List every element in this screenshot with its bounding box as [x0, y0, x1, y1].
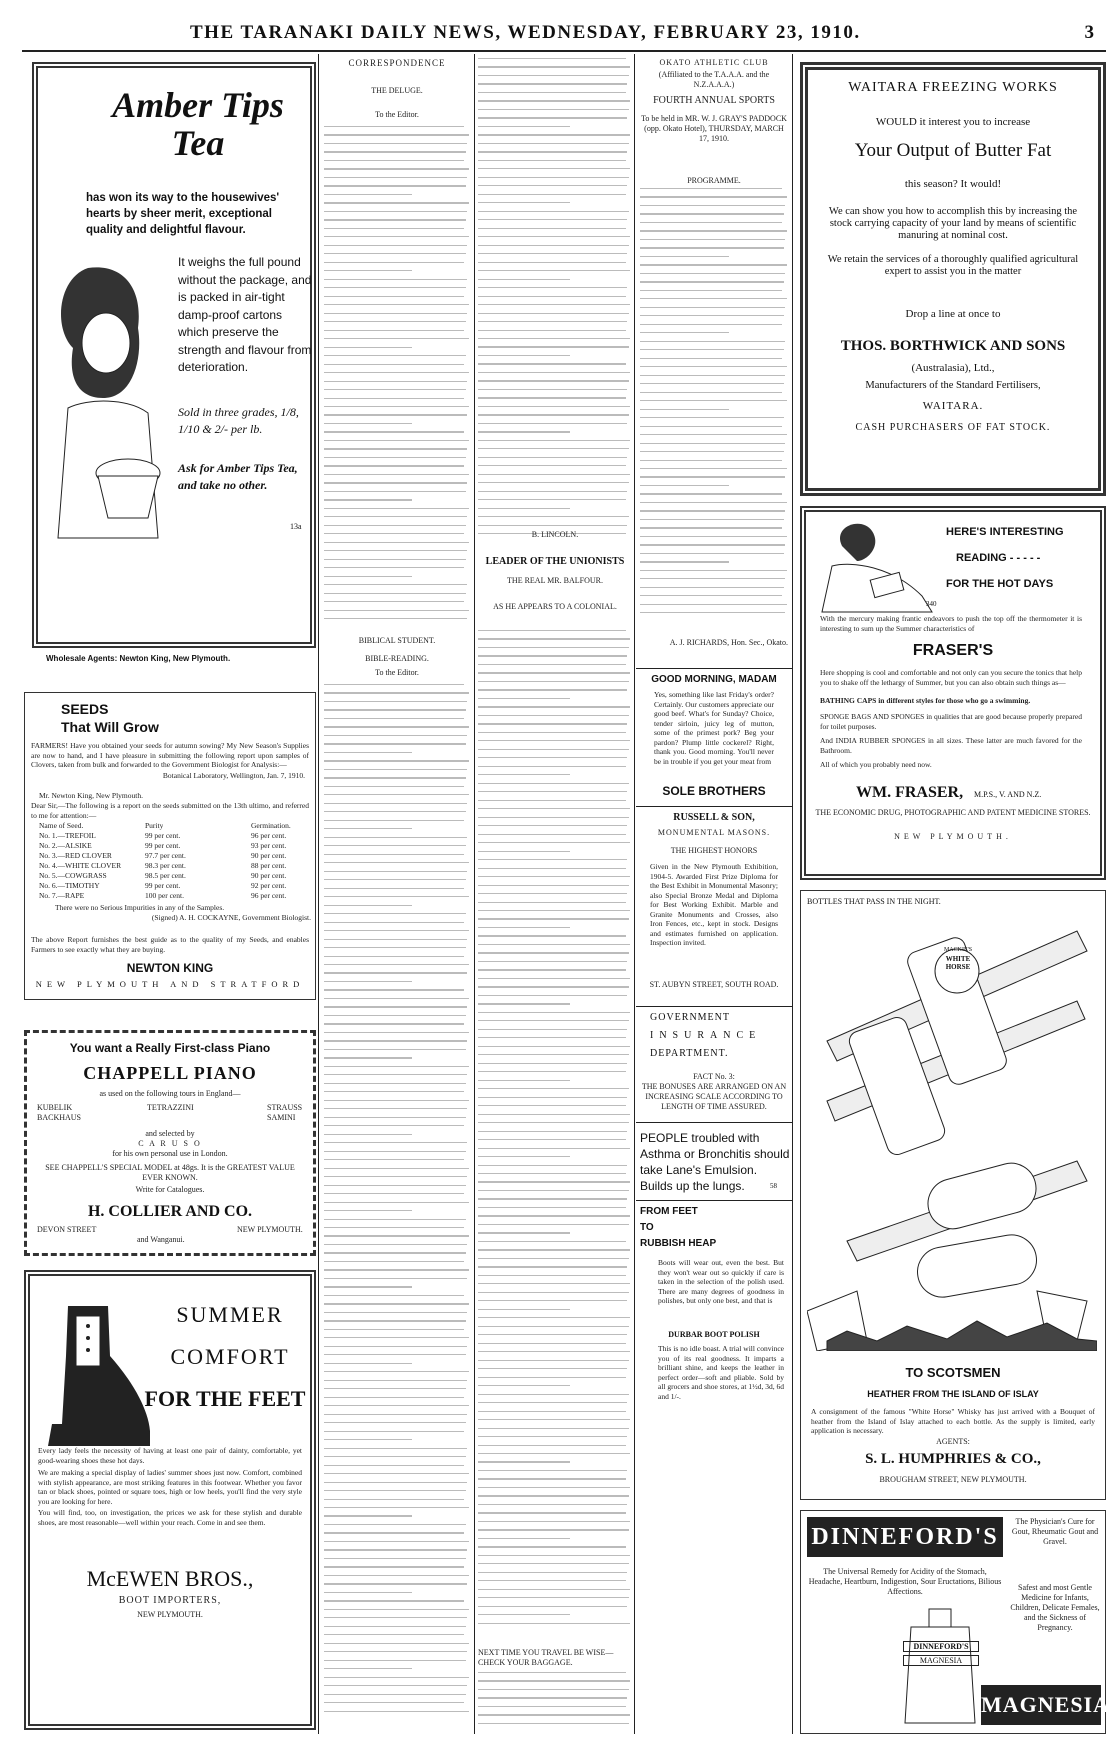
- amber-body: It weighs the full pound without the package, and is packed in air-tight damp-proof cartons which preserve the strength and flavour from deterioration.: [178, 255, 312, 374]
- waitara-season: this season? It would!: [904, 178, 1002, 190]
- table-cell: 98.3 per cent.: [145, 861, 186, 870]
- summer-p2: We are making a special display of ladies' summer shoes just now. Comfort, combined with stylish appearance, are most striking features in this footwear. Whether you favor tan or black shoes, pointed or square toes, high or low heels, you'll find the very style you are looking for here.: [38, 1468, 302, 1506]
- seeds-table: [31, 831, 311, 901]
- govt-line1: GOVERNMENT: [650, 1012, 730, 1023]
- table-cell: No. 5.—COWGRASS: [39, 871, 107, 880]
- amber-ask: Ask for Amber Tips Tea, and take no other.: [178, 461, 298, 492]
- amber-agents: Wholesale Agents: Newton King, New Plymouth.: [46, 654, 231, 663]
- fraser-firm: WM. FRASER,: [856, 784, 964, 801]
- okato-venue: To be held in MR. W. J. GRAY'S PADDOCK (opp. Okato Hotel), THURSDAY, MARCH 17, 1910.: [641, 114, 787, 143]
- dinnefords-bottle-label: DINNEFORD'S: [903, 1641, 979, 1652]
- waitara-firm: THOS. BORTHWICK AND SONS: [840, 338, 1066, 354]
- summer-firm: McEWEN BROS.,: [86, 1566, 254, 1591]
- letter-signature: B. LINCOLN.: [531, 530, 579, 539]
- table-cell: 90 per cent.: [251, 871, 287, 880]
- rubbish-h2: TO: [640, 1222, 654, 1233]
- table-cell: 90 per cent.: [251, 851, 287, 860]
- dinnefords-physician: The Physician's Cure for Gout, Rheumatic Gout and Gravel.: [1011, 1517, 1099, 1546]
- table-cell: No. 2.—ALSIKE: [39, 841, 92, 850]
- table-cell: 99 per cent.: [145, 881, 181, 890]
- seeds-subtitle: That Will Grow: [61, 719, 159, 735]
- piano-name: STRAUSS: [267, 1103, 303, 1112]
- table-cell: 96 per cent.: [251, 831, 287, 840]
- letter-signature: BIBLICAL STUDENT.: [358, 636, 436, 645]
- table-row: [31, 851, 311, 861]
- rubbish-h3: RUBBISH HEAP: [640, 1238, 717, 1249]
- deluge-heading: THE DELUGE.: [371, 86, 423, 95]
- fraser-bathing: BATHING CAPS in different styles for those who go a swimming.: [820, 696, 1031, 705]
- piano-firm: H. COLLIER AND CO.: [87, 1203, 253, 1220]
- scotsmen-sub: HEATHER FROM THE ISLAND OF ISLAY: [867, 1389, 1039, 1399]
- table-cell: No. 7.—RAPE: [39, 891, 85, 900]
- column-rule: [474, 54, 475, 1734]
- table-cell: No. 3.—RED CLOVER: [39, 851, 112, 860]
- table-cell: 92 per cent.: [251, 881, 287, 890]
- table-cell: 97.7 per cent.: [145, 851, 186, 860]
- govt-bonus: THE BONUSES ARE ARRANGED ON AN INCREASING SCALE ACCORDING TO LENGTH OF TIME ASSURED.: [641, 1082, 787, 1111]
- summer-line3: FOR THE FEET: [144, 1386, 306, 1411]
- fraser-h3: FOR THE HOT DAYS: [946, 578, 1054, 590]
- fraser-india: And INDIA RUBBER SPONGES in all sizes. These latter are much favored for the Bathroom.: [820, 736, 1082, 755]
- piano-name: BACKHAUS: [37, 1113, 82, 1122]
- okato-club: OKATO ATHLETIC CLUB: [659, 58, 769, 67]
- fraser-name: FRASER'S: [912, 642, 994, 659]
- waitara-big: Your Output of Butter Fat: [854, 140, 1052, 161]
- summer-trade: BOOT IMPORTERS,: [118, 1595, 222, 1606]
- column-rule: [792, 54, 793, 1734]
- summer-town: NEW PLYMOUTH.: [137, 1610, 203, 1619]
- seeds-impurities: There were no Serious Impurities in any of the Samples.: [55, 903, 225, 912]
- white-horse-ad: [800, 890, 1106, 1500]
- russell-sub: MONUMENTAL MASONS.: [657, 828, 771, 837]
- mackies-label: MACKIE'S: [943, 947, 973, 953]
- divider: [636, 806, 792, 807]
- column-rule: [318, 54, 319, 1734]
- to-editor: To the Editor.: [375, 110, 419, 119]
- amber-title-line1: Amber Tips: [112, 85, 284, 125]
- table-cell: 88 per cent.: [251, 861, 287, 870]
- travel-heading: NEXT TIME YOU TRAVEL BE WISE—CHECK YOUR BAGGAGE.: [478, 1648, 614, 1667]
- piano-town: NEW PLYMOUTH.: [237, 1225, 303, 1234]
- white-horse-label: WHITE HORSE: [945, 955, 971, 971]
- seeds-dear: Dear Sir,—The following is a report on the seeds submitted on the 13th ultimo, and referred to me for attention:—: [31, 801, 309, 820]
- flying-bottles-illustration: [807, 911, 1097, 1351]
- seeds-footer: The above Report furnishes the best guide as to the quality of my Seeds, and enables Farmers to see exactly what they are buying.: [31, 935, 309, 954]
- amber-title-line2: Tea: [171, 123, 225, 163]
- summer-line2: COMFORT: [170, 1344, 290, 1369]
- table-cell: 98.5 per cent.: [145, 871, 186, 880]
- scotsmen-body: A consignment of the famous "White Horse" Whisky has just arrived with a Bouquet of heather from the Island of Islay attached to each bottle. As the supply is limited, early application is necessary.: [811, 1407, 1095, 1435]
- shoe-illustration: [38, 1296, 158, 1456]
- table-cell: No. 4.—WHITE CLOVER: [39, 861, 122, 870]
- bottles-title: BOTTLES THAT PASS IN THE NIGHT.: [807, 897, 941, 906]
- table-row: [31, 871, 311, 881]
- masthead-rule: [22, 50, 1106, 52]
- letter-continued-text: [478, 58, 632, 546]
- piano-name: SAMINI: [267, 1113, 296, 1122]
- goodmorning-title: GOOD MORNING, MADAM: [651, 674, 777, 685]
- summer-comfort-ad: [24, 1270, 316, 1730]
- amber-tips-ad: [32, 62, 316, 648]
- piano-used: as used on the following tours in England—: [99, 1089, 241, 1098]
- bible-reading-heading: BIBLE-READING.: [365, 654, 429, 663]
- waitara-ltd: (Australasia), Ltd.,: [911, 362, 995, 374]
- article-balfour-text: [478, 630, 632, 1636]
- dinnefords-safest: Safest and most Gentle Medicine for Infants, Children, Delicate Females, and the Sickness of Pregnancy.: [1010, 1583, 1100, 1632]
- fraser-quals: M.P.S., V. AND N.Z.: [974, 790, 1042, 799]
- amber-code: 13a: [290, 522, 302, 531]
- russell-honors: THE HIGHEST HONORS: [670, 846, 758, 855]
- piano-selected: and selected by: [145, 1129, 195, 1138]
- cup-icon: [88, 278, 89, 279]
- scotsmen-agents: AGENTS:: [936, 1437, 970, 1446]
- piano-special: SEE CHAPPELL'S SPECIAL MODEL at 48gs. It is the GREATEST VALUE EVER KNOWN.: [45, 1163, 295, 1182]
- summer-line1: SUMMER: [176, 1302, 284, 1327]
- travel-text: [478, 1672, 632, 1734]
- balfour-heading: THE REAL MR. BALFOUR.: [507, 576, 603, 585]
- amber-intro: has won its way to the housewives' hearts by sheer merit, exceptional quality and delightful flavour.: [86, 192, 280, 236]
- piano-ad: [24, 1030, 316, 1256]
- fraser-code: 340: [926, 600, 937, 608]
- dinnefords-magnesia: MAGNESIA: [981, 1685, 1101, 1725]
- scotsmen-firm: S. L. HUMPHRIES & CO.,: [865, 1451, 1041, 1467]
- govt-line2: INSURANCE: [650, 1030, 762, 1041]
- waitara-mfr: Manufacturers of the Standard Fertilisers,: [865, 380, 1041, 391]
- table-cell: No. 6.—TIMOTHY: [39, 881, 100, 890]
- leader-heading: LEADER OF THE UNIONISTS: [485, 556, 625, 567]
- piano-street: DEVON STREET: [37, 1225, 97, 1234]
- okato-affiliated: (Affiliated to the T.A.A.A. and the N.Z.A.A.A.): [658, 70, 770, 89]
- fraser-h2: READING - - - - -: [956, 552, 1041, 564]
- fraser-h1: HERE'S INTERESTING: [946, 526, 1064, 538]
- fraser-p1: Here shopping is cool and comfortable and not only can you secure the tonics that help you to shake off the lethargy of Summer, but you can also obtain such things as—: [820, 668, 1082, 687]
- masthead-title: THE TARANAKI DAILY NEWS, WEDNESDAY, FEBRUARY 23, 1910.: [190, 22, 861, 43]
- divider: [636, 668, 792, 669]
- amber-grades: Sold in three grades, 1/8, 1/10 & 2/- per lb.: [178, 405, 299, 436]
- dinnefords-bottle-illustration: [891, 1607, 991, 1727]
- fraser-all: All of which you probably need now.: [820, 760, 932, 769]
- table-row: [31, 881, 311, 891]
- scotsmen-address: BROUGHAM STREET, NEW PLYMOUTH.: [879, 1475, 1027, 1484]
- seeds-ad: [24, 692, 316, 1000]
- rubbish-h1: FROM FEET: [640, 1206, 698, 1217]
- divider: [636, 1122, 792, 1123]
- seeds-lab: Botanical Laboratory, Wellington, Jan. 7, 1910.: [162, 771, 305, 780]
- okato-sports-title: FOURTH ANNUAL SPORTS: [653, 95, 775, 106]
- fraser-town: NEW PLYMOUTH.: [894, 832, 1012, 841]
- fraser-ad: [800, 506, 1106, 880]
- table-cell: 99 per cent.: [145, 831, 181, 840]
- okato-programme: PROGRAMME.: [687, 176, 741, 185]
- scotsmen-title: TO SCOTSMEN: [905, 1365, 1001, 1380]
- colonial-heading: AS HE APPEARS TO A COLONIAL.: [493, 602, 617, 611]
- divider: [636, 1006, 792, 1007]
- column-rule: [634, 54, 635, 1734]
- lane-code: 58: [770, 1182, 777, 1190]
- dinnefords-bottle-label: MAGNESIA: [903, 1655, 979, 1666]
- waitara-cash: CASH PURCHASERS OF FAT STOCK.: [855, 422, 1051, 433]
- dinnefords-remedy: The Universal Remedy for Acidity of the Stomach, Headache, Heartburn, Indigestion, Sour Eructations, Bilious Affections.: [808, 1567, 1002, 1596]
- page-number: 3: [1084, 22, 1094, 43]
- waitara-drop: Drop a line at once to: [905, 308, 1001, 320]
- waitara-ad: [800, 62, 1106, 496]
- table-row: [31, 891, 311, 901]
- letter-deluge-text: [324, 126, 470, 632]
- table-row: [31, 831, 311, 841]
- govt-line3: DEPARTMENT.: [650, 1048, 729, 1059]
- summer-p1: Every lady feels the necessity of having at least one pair of dainty, comfortable, yet good-wearing shoes these hot days.: [38, 1446, 302, 1465]
- lane-body: PEOPLE troubled with Asthma or Bronchitis should take Lane's Emulsion. Builds up the lungs.: [640, 1131, 790, 1193]
- seeds-title: SEEDS: [61, 701, 109, 717]
- okato-secretary: A. J. RICHARDS, Hon. Sec., Okato.: [669, 638, 788, 647]
- dinnefords-ad: [800, 1510, 1111, 1734]
- summer-p3: You will find, too, on investigation, the prices we ask for these stylish and durable shoes, are most reasonable—well within your reach. Come in and see them.: [38, 1508, 302, 1527]
- russell-title: RUSSELL & SON,: [673, 812, 755, 823]
- rubbish-body: Boots will wear out, even the best. But they won't wear out so quickly if care is taken in the selection of the polish used. There are many degrees of goodness in polishes, but only one best, and that is: [658, 1258, 784, 1305]
- seeds-col-germ: Germination.: [251, 821, 291, 830]
- goodmorning-body: Yes, something like last Friday's order? Certainly. Our customers appreciate our good beef. What's for Sunday? Choice, tender sirloin, juicy leg of mutton, some of the primest pork? Beg your pardon? Plump little cockerel? Right, thank you. Good morning. You'll never be in trouble if you get your meat from: [654, 690, 774, 766]
- table-cell: 99 per cent.: [145, 841, 181, 850]
- goodmorning-firm: SOLE BROTHERS: [662, 784, 766, 798]
- waitara-town: WAITARA.: [922, 400, 984, 412]
- correspondence-heading: CORRESPONDENCE: [348, 58, 446, 68]
- seeds-intro: FARMERS! Have you obtained your seeds for autumn sowing? My New Season's Supplies are now to hand, and I have pleasure in submitting the following report upon samples of Clovers, taken from bulk and forwarded to the Government Biologist for Analysis:—: [31, 741, 309, 769]
- fraser-sponge: SPONGE BAGS AND SPONGES in qualities that are good because properly prepared for toilet purposes.: [820, 712, 1082, 731]
- piano-wanganui: and Wanganui.: [137, 1235, 185, 1244]
- seeds-towns: NEW PLYMOUTH AND STRATFORD: [35, 979, 305, 989]
- piano-title: CHAPPELL PIANO: [83, 1063, 257, 1083]
- letter-bible-text: [324, 684, 470, 1724]
- table-row: [31, 861, 311, 871]
- seeds-signed: (Signed) A. H. COCKAYNE, Government Biologist.: [151, 913, 311, 922]
- russell-body: Given in the New Plymouth Exhibition, 1904-5. Awarded First Prize Diploma for the Best Exhibit in Monumental Masonry; also Special Bronze Medal and Diploma for Best Working Exhibit. Marble and Granite Monuments and Crosses, also Iron Fences, etc., kept in stock. Designs and estimates furnished on application. Inspection invited.: [650, 862, 778, 947]
- table-cell: No. 1.—TREFOIL: [39, 831, 96, 840]
- piano-name: KUBELIK: [37, 1103, 73, 1112]
- piano-write: Write for Catalogues.: [135, 1185, 205, 1194]
- fraser-intro: With the mercury making frantic endeavors to push the top off the thermometer it is interesting to sum up the Summer characteristics of: [820, 614, 1082, 633]
- waitara-title: WAITARA FREEZING WORKS: [848, 80, 1058, 95]
- table-cell: 93 per cent.: [251, 841, 287, 850]
- waitara-p2: We retain the services of a thoroughly qualified agricultural expert to assist you in the matter: [827, 254, 1079, 277]
- lady-with-teacup-illustration: [48, 248, 178, 548]
- seeds-brand: NEWTON KING: [126, 961, 214, 975]
- rubbish-brand: DURBAR BOOT POLISH: [668, 1330, 760, 1339]
- govt-fact: FACT No. 3:: [693, 1072, 735, 1081]
- table-row: [31, 841, 311, 851]
- piano-intro: You want a Really First-class Piano: [69, 1041, 271, 1055]
- dinnefords-brand: DINNEFORD'S: [807, 1517, 1003, 1557]
- russell-address: ST. AUBYN STREET, SOUTH ROAD.: [649, 980, 779, 989]
- piano-name: TETRAZZINI: [147, 1103, 194, 1112]
- seeds-col-name: Name of Seed.: [39, 821, 84, 830]
- waitara-p1: We can show you how to accomplish this by increasing the stock carrying capacity of your land by means of scientific manuring at nominal cost.: [828, 206, 1078, 241]
- amber-title: [98, 86, 298, 162]
- to-editor: To the Editor.: [375, 668, 419, 677]
- seeds-col-purity: Purity: [145, 821, 164, 830]
- divider: [636, 1200, 792, 1201]
- rubbish-tail: This is no idle boast. A trial will convince you of its real goodness. It imparts a brilliant shine, and keeps the leather in perfect order—soft and pliable. Sold by all grocers and shoe stores, at 1½d, 3d, 6d and 1/-.: [658, 1344, 784, 1401]
- waitara-question: WOULD it interest you to increase: [875, 116, 1031, 128]
- fraser-store: THE ECONOMIC DRUG, PHOTOGRAPHIC AND PATENT MEDICINE STORES.: [815, 808, 1091, 817]
- piano-personal: for his own personal use in London.: [112, 1149, 228, 1158]
- okato-programme-text: [640, 188, 788, 626]
- table-cell: 100 per cent.: [145, 891, 184, 900]
- masthead: [0, 22, 1114, 48]
- table-cell: 96 per cent.: [251, 891, 287, 900]
- seeds-addressee: Mr. Newton King, New Plymouth.: [39, 791, 143, 800]
- piano-caruso: C A R U S O: [138, 1139, 202, 1148]
